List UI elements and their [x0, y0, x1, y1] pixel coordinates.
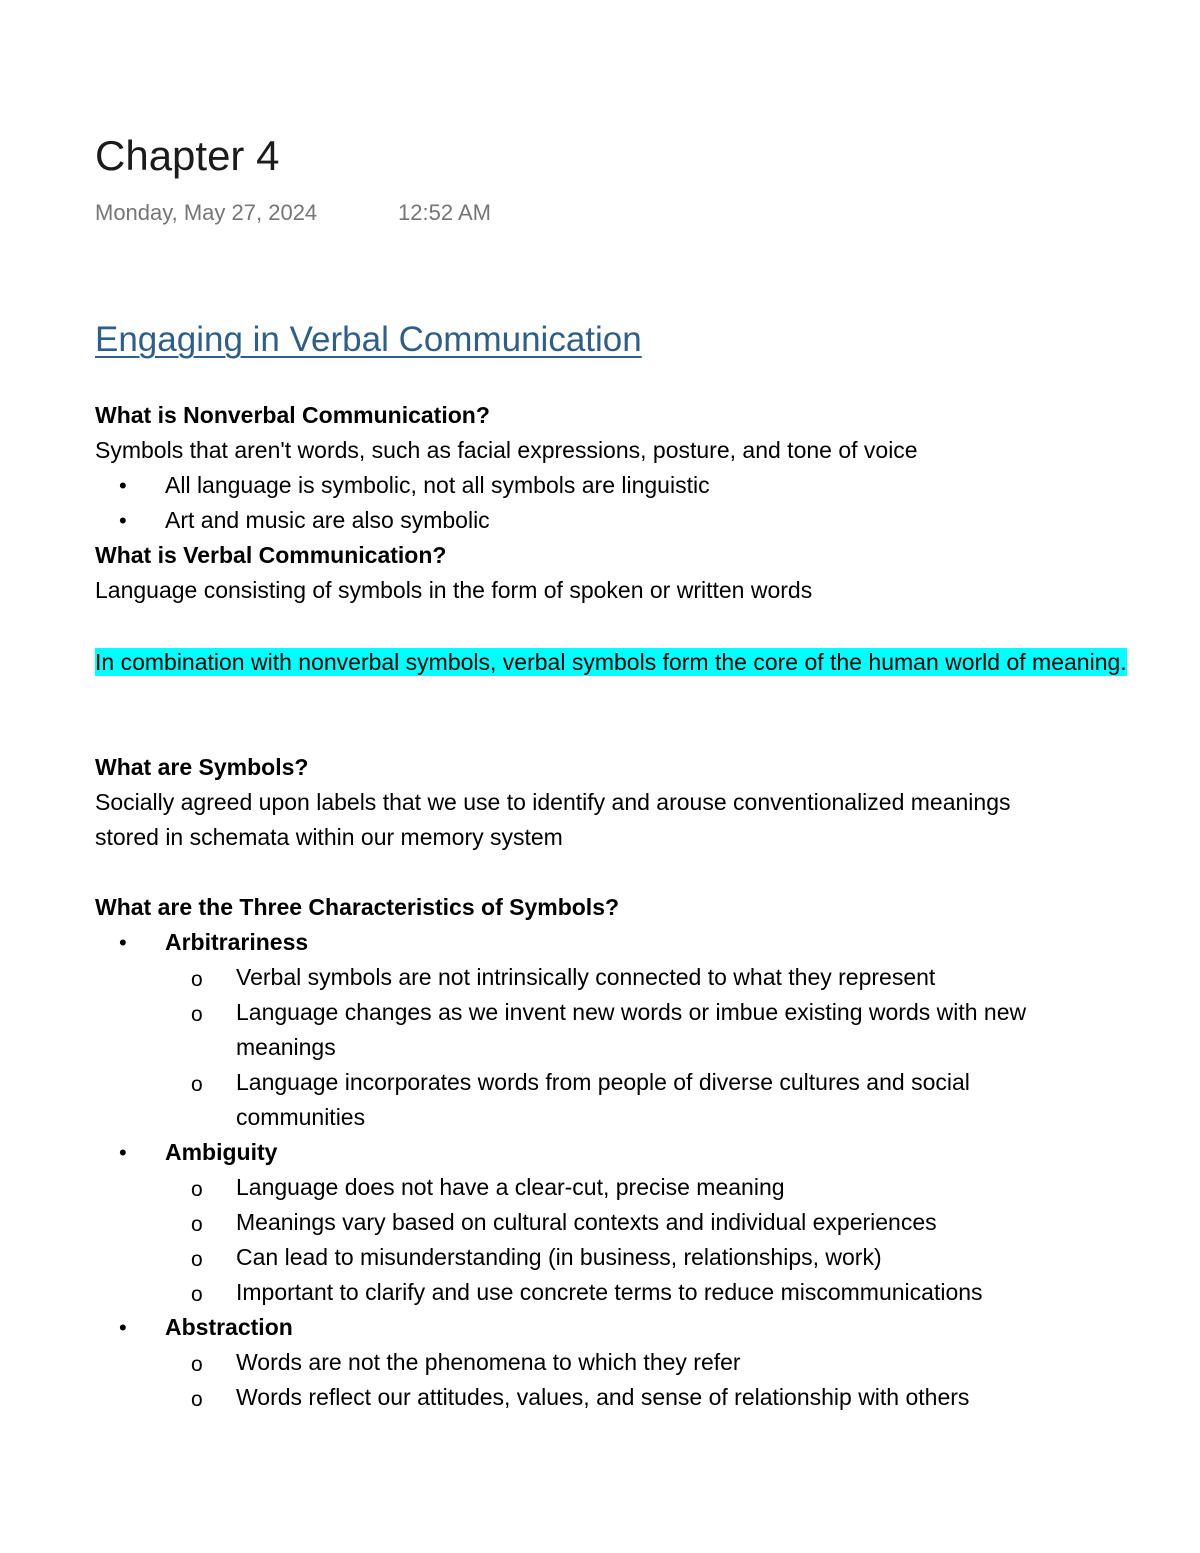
- sub-item: [95, 960, 1195, 995]
- characteristic-label: • Abstraction: [165, 1314, 293, 1340]
- sub-item-text: o Can lead to misunderstanding (in business, relationships, work): [236, 1244, 882, 1270]
- characteristics-list: [95, 1135, 1195, 1170]
- question-heading: What are Symbols?: [95, 754, 309, 780]
- sub-item: [95, 995, 1195, 1065]
- sub-item-text: o Words are not the phenomena to which they refer: [236, 1349, 741, 1375]
- list-item: • Art and music are also symbolic: [95, 503, 1190, 538]
- characteristics-list: [95, 925, 1195, 960]
- page-time: 12:52 AM: [398, 200, 491, 225]
- sub-list: [95, 960, 1195, 1135]
- question-heading: What is Verbal Communication?: [95, 542, 447, 568]
- sub-item-text: meanings: [236, 1034, 336, 1060]
- page-title: Chapter 4: [95, 132, 280, 179]
- list-item: • All language is symbolic, not all symbols are linguistic: [95, 468, 1190, 503]
- sub-item: [95, 1345, 1195, 1380]
- question-heading: What are the Three Characteristics of Symbols?: [95, 894, 620, 920]
- characteristic-label: • Ambiguity: [165, 1139, 278, 1165]
- list-item: [95, 1135, 1195, 1170]
- list-item: [95, 1310, 1195, 1345]
- characteristics-section: [95, 890, 1195, 1415]
- list-item: [95, 925, 1195, 960]
- question-heading: What is Nonverbal Communication?: [95, 402, 490, 428]
- sub-list: [95, 1345, 1195, 1415]
- characteristic-label: • Arbitrariness: [165, 929, 309, 955]
- sub-item-text: o Language incorporates words from people of diverse cultures and social: [236, 1069, 970, 1095]
- sub-item-text: o Words reflect our attitudes, values, and sense of relationship with others: [236, 1384, 970, 1410]
- sub-item: [95, 1240, 1195, 1275]
- sub-item: [95, 1065, 1195, 1135]
- sub-item-text: o Language does not have a clear-cut, precise meaning: [236, 1174, 785, 1200]
- bullet-list: [95, 468, 1190, 538]
- sub-item-text: o Meanings vary based on cultural contexts and individual experiences: [236, 1209, 937, 1235]
- symbols-section: [95, 750, 1190, 855]
- sub-item-text: o Language changes as we invent new words or imbue existing words with new: [236, 999, 1027, 1025]
- sub-item: [95, 1170, 1195, 1205]
- sub-item: [95, 1205, 1195, 1240]
- sub-item-text: o Important to clarify and use concrete terms to reduce miscommunications: [236, 1279, 983, 1305]
- answer-text: stored in schemata within our memory system: [95, 824, 563, 850]
- section-heading: Engaging in Verbal Communication: [95, 320, 642, 359]
- sub-item-text: communities: [236, 1104, 366, 1130]
- answer-text: Socially agreed upon labels that we use to identify and arouse conventionalized meanings: [95, 789, 1011, 815]
- note-page: [95, 0, 1195, 1440]
- sub-item-text: o Verbal symbols are not intrinsically connected to what they represent: [236, 964, 936, 990]
- sub-item: [95, 1275, 1195, 1310]
- sub-list: [95, 1170, 1195, 1310]
- characteristics-list: [95, 1310, 1195, 1345]
- answer-text: Language consisting of symbols in the form of spoken or written words: [95, 577, 813, 603]
- page-date: Monday, May 27, 2024: [95, 200, 318, 225]
- highlight-text: In combination with nonverbal symbols, verbal symbols form the core of the human world of meaning.: [95, 649, 1127, 675]
- answer-text: Symbols that aren't words, such as facial expressions, posture, and tone of voice: [95, 437, 918, 463]
- page-timestamp: [95, 200, 491, 226]
- sub-item: [95, 1380, 1195, 1415]
- highlighted-note: [95, 645, 1195, 680]
- nonverbal-section: [95, 398, 1190, 608]
